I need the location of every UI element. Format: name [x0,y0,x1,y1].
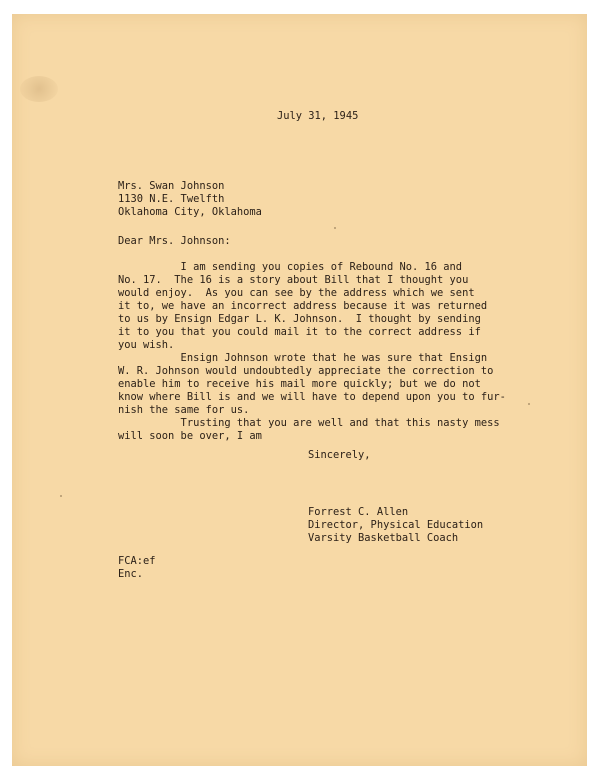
recipient-city: Oklahoma City, Oklahoma [118,206,262,218]
body-line: W. R. Johnson would undoubtedly appreciate the correction to [118,365,494,377]
body-line: Ensign Johnson wrote that he was sure that Ensign [118,352,488,364]
closing: Sincerely, [308,449,371,461]
body-line: would enjoy. As you can see by the address which we sent [118,287,475,299]
typist-initials: FCA:ef [118,555,156,567]
body-line: it to you that you could mail it to the correct address if [118,326,481,338]
signer-name: Forrest C. Allen [308,506,409,518]
signature-block [308,506,483,545]
body-paragraph [118,417,500,443]
paper-speck [528,403,530,405]
recipient-street: 1130 N.E. Twelfth [118,193,225,205]
recipient-address [118,180,262,219]
body-line: No. 17. The 16 is a story about Bill that I thought you [118,274,469,286]
body-line: you wish. [118,339,175,351]
body-line: it to, we have an incorrect address because it was returned [118,300,488,312]
letter-page [12,14,587,766]
body-line: know where Bill is and we will have to depend upon you to fur- [118,391,506,403]
recipient-name: Mrs. Swan Johnson [118,180,225,192]
body-line: will soon be over, I am [118,430,262,442]
paper-speck [60,495,62,497]
paper-speck [334,227,336,229]
body-line: to us by Ensign Edgar L. K. Johnson. I thought by sending [118,313,481,325]
signer-title: Varsity Basketball Coach [308,532,459,544]
paper-smudge [20,76,58,102]
reference-block [118,555,156,581]
body-paragraph [118,352,506,417]
body-line: nish the same for us. [118,404,250,416]
letter-date: July 31, 1945 [277,110,359,122]
signer-title: Director, Physical Education [308,519,484,531]
salutation: Dear Mrs. Johnson: [118,235,231,247]
body-line: Trusting that you are well and that this nasty mess [118,417,500,429]
body-line: enable him to receive his mail more quickly; but we do not [118,378,481,390]
enclosure-note: Enc. [118,568,144,580]
body-line: I am sending you copies of Rebound No. 16 and [118,261,463,273]
body-paragraph [118,261,487,352]
